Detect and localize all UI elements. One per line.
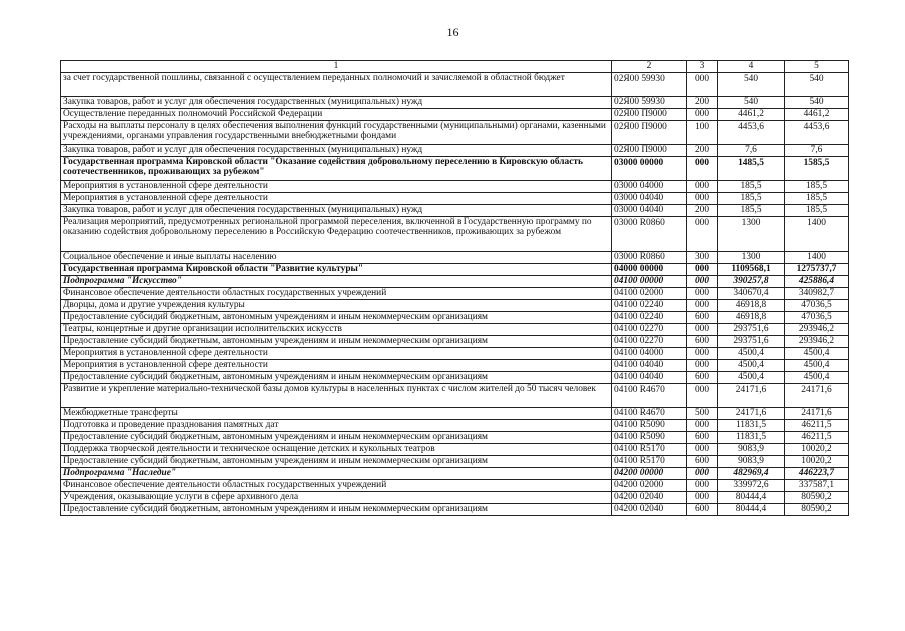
row-expense-type-cell: 000 <box>687 360 718 372</box>
row-value-col5-cell: 47036,5 <box>785 312 849 324</box>
table-row <box>61 205 849 217</box>
table-row <box>61 384 849 408</box>
row-expense-type-cell: 000 <box>687 492 718 504</box>
row-name-cell: Мероприятия в установленной сфере деятельности <box>61 193 612 205</box>
table-row <box>61 312 849 324</box>
row-code-cell: 04200 00000 <box>612 468 687 480</box>
row-expense-type-cell: 100 <box>687 121 718 145</box>
row-value-col4-cell: 390257,8 <box>718 276 785 288</box>
row-value-col4-cell: 1300 <box>718 252 785 264</box>
table-row <box>61 109 849 121</box>
row-code-cell: 03000 04040 <box>612 205 687 217</box>
row-code-cell: 03000 R0860 <box>612 252 687 264</box>
row-name-cell: Финансовое обеспечение деятельности областных государственных учреждений <box>61 480 612 492</box>
column-header-5: 5 <box>785 61 849 73</box>
table-row <box>61 408 849 420</box>
row-value-col4-cell: 7,6 <box>718 145 785 157</box>
table-row <box>61 324 849 336</box>
row-code-cell: 03000 R0860 <box>612 217 687 252</box>
row-value-col4-cell: 540 <box>718 97 785 109</box>
table-body <box>61 73 849 516</box>
table-row <box>61 217 849 252</box>
row-value-col4-cell: 80444,4 <box>718 504 785 516</box>
row-value-col5-cell: 185,5 <box>785 181 849 193</box>
row-expense-type-cell: 000 <box>687 300 718 312</box>
row-value-col5-cell: 540 <box>785 97 849 109</box>
row-value-col4-cell: 46918,8 <box>718 312 785 324</box>
page-number: 16 <box>446 25 459 39</box>
row-expense-type-cell: 000 <box>687 480 718 492</box>
column-header-4: 4 <box>718 61 785 73</box>
row-value-col4-cell: 1300 <box>718 217 785 252</box>
row-name-cell: Финансовое обеспечение деятельности областных государственных учреждений <box>61 288 612 300</box>
table-row <box>61 121 849 145</box>
row-expense-type-cell: 600 <box>687 432 718 444</box>
row-value-col5-cell: 24171,6 <box>785 408 849 420</box>
row-value-col4-cell: 4453,6 <box>718 121 785 145</box>
row-code-cell: 04100 04040 <box>612 372 687 384</box>
row-value-col4-cell: 185,5 <box>718 193 785 205</box>
row-value-col5-cell: 47036,5 <box>785 300 849 312</box>
row-value-col5-cell: 540 <box>785 73 849 97</box>
row-value-col5-cell: 340982,7 <box>785 288 849 300</box>
row-name-cell: Подготовка и проведение празднования памятных дат <box>61 420 612 432</box>
row-code-cell: 04100 04040 <box>612 360 687 372</box>
row-name-cell: Закупка товаров, работ и услуг для обеспечения государственных (муниципальных) нужд <box>61 97 612 109</box>
table-row <box>61 157 849 181</box>
table-row <box>61 420 849 432</box>
table-row <box>61 288 849 300</box>
row-name-cell: Расходы на выплаты персоналу в целях обеспечения выполнения функций государственными (муниципальными) органами, казенными учреждениями, органами управления государственными внебюджетными фондами <box>61 121 612 145</box>
table-row <box>61 276 849 288</box>
row-value-col5-cell: 1400 <box>785 252 849 264</box>
row-value-col5-cell: 80590,2 <box>785 504 849 516</box>
table-row <box>61 336 849 348</box>
row-code-cell: 02Я00 П9000 <box>612 145 687 157</box>
table-row <box>61 193 849 205</box>
table-row <box>61 468 849 480</box>
column-header-1: 1 <box>61 61 612 73</box>
row-code-cell: 04100 02000 <box>612 288 687 300</box>
row-value-col4-cell: 1485,5 <box>718 157 785 181</box>
row-value-col5-cell: 1275737,7 <box>785 264 849 276</box>
row-name-cell: Предоставление субсидий бюджетным, автономным учреждениям и иным некоммерческим организациям <box>61 312 612 324</box>
row-expense-type-cell: 000 <box>687 157 718 181</box>
row-name-cell: Предоставление субсидий бюджетным, автономным учреждениям и иным некоммерческим организациям <box>61 432 612 444</box>
row-name-cell: Подпрограмма "Искусство" <box>61 276 612 288</box>
row-value-col4-cell: 185,5 <box>718 181 785 193</box>
row-code-cell: 04000 00000 <box>612 264 687 276</box>
row-expense-type-cell: 200 <box>687 97 718 109</box>
row-value-col5-cell: 10020,2 <box>785 444 849 456</box>
row-expense-type-cell: 000 <box>687 420 718 432</box>
table-row <box>61 264 849 276</box>
row-expense-type-cell: 000 <box>687 264 718 276</box>
row-value-col4-cell: 4461,2 <box>718 109 785 121</box>
row-value-col5-cell: 7,6 <box>785 145 849 157</box>
row-value-col4-cell: 4500,4 <box>718 348 785 360</box>
row-name-cell: Межбюджетные трансферты <box>61 408 612 420</box>
row-value-col5-cell: 293946,2 <box>785 336 849 348</box>
row-code-cell: 04100 04000 <box>612 348 687 360</box>
row-name-cell: Мероприятия в установленной сфере деятельности <box>61 360 612 372</box>
row-value-col5-cell: 4500,4 <box>785 372 849 384</box>
table-row <box>61 504 849 516</box>
row-value-col4-cell: 11831,5 <box>718 420 785 432</box>
row-value-col5-cell: 185,5 <box>785 193 849 205</box>
row-code-cell: 04100 R5090 <box>612 420 687 432</box>
row-value-col5-cell: 24171,6 <box>785 384 849 408</box>
row-value-col4-cell: 339972,6 <box>718 480 785 492</box>
row-name-cell: Социальное обеспечение и иные выплаты населению <box>61 252 612 264</box>
row-name-cell: Предоставление субсидий бюджетным, автономным учреждениям и иным некоммерческим организациям <box>61 372 612 384</box>
row-code-cell: 04100 R5170 <box>612 456 687 468</box>
row-value-col4-cell: 24171,6 <box>718 384 785 408</box>
row-expense-type-cell: 000 <box>687 324 718 336</box>
row-code-cell: 04100 R5170 <box>612 444 687 456</box>
row-code-cell: 03000 04000 <box>612 181 687 193</box>
row-code-cell: 02Я00 59930 <box>612 73 687 97</box>
row-code-cell: 02Я00 П9000 <box>612 109 687 121</box>
row-value-col5-cell: 185,5 <box>785 205 849 217</box>
table-row <box>61 372 849 384</box>
row-name-cell: Государственная программа Кировской области "Оказание содействия добровольному переселению в Кировскую область соотечественников, проживающих за рубежом" <box>61 157 612 181</box>
table-row <box>61 348 849 360</box>
row-value-col5-cell: 1400 <box>785 217 849 252</box>
row-expense-type-cell: 000 <box>687 109 718 121</box>
row-name-cell: Предоставление субсидий бюджетным, автономным учреждениям и иным некоммерческим организациям <box>61 504 612 516</box>
row-expense-type-cell: 000 <box>687 73 718 97</box>
row-value-col5-cell: 425886,4 <box>785 276 849 288</box>
row-value-col4-cell: 293751,6 <box>718 336 785 348</box>
row-name-cell: Предоставление субсидий бюджетным, автономным учреждениям и иным некоммерческим организациям <box>61 336 612 348</box>
row-code-cell: 02Я00 П9000 <box>612 121 687 145</box>
row-value-col4-cell: 340670,4 <box>718 288 785 300</box>
row-value-col5-cell: 4461,2 <box>785 109 849 121</box>
row-code-cell: 04100 R5090 <box>612 432 687 444</box>
row-name-cell: за счет государственной пошлины, связанной с осуществлением переданных полномочий и зачисляемой в областной бюджет <box>61 73 612 97</box>
column-header-3: 3 <box>687 61 718 73</box>
row-expense-type-cell: 500 <box>687 408 718 420</box>
table-row <box>61 456 849 468</box>
table-row <box>61 432 849 444</box>
row-value-col4-cell: 9083,9 <box>718 456 785 468</box>
row-name-cell: Дворцы, дома и другие учреждения культуры <box>61 300 612 312</box>
table-row <box>61 444 849 456</box>
row-value-col5-cell: 337587,1 <box>785 480 849 492</box>
row-code-cell: 04200 02040 <box>612 504 687 516</box>
row-code-cell: 04100 02270 <box>612 324 687 336</box>
table-row <box>61 252 849 264</box>
row-value-col4-cell: 24171,6 <box>718 408 785 420</box>
table-row <box>61 492 849 504</box>
row-name-cell: Закупка товаров, работ и услуг для обеспечения государственных (муниципальных) нужд <box>61 145 612 157</box>
row-name-cell: Осуществление переданных полномочий Российской Федерации <box>61 109 612 121</box>
row-value-col5-cell: 4453,6 <box>785 121 849 145</box>
row-expense-type-cell: 000 <box>687 468 718 480</box>
row-expense-type-cell: 000 <box>687 288 718 300</box>
table-header-row <box>61 61 849 73</box>
table-row <box>61 181 849 193</box>
row-value-col5-cell: 1585,5 <box>785 157 849 181</box>
row-expense-type-cell: 600 <box>687 312 718 324</box>
row-expense-type-cell: 000 <box>687 181 718 193</box>
row-value-col5-cell: 293946,2 <box>785 324 849 336</box>
row-expense-type-cell: 000 <box>687 348 718 360</box>
row-value-col4-cell: 80444,4 <box>718 492 785 504</box>
row-expense-type-cell: 000 <box>687 217 718 252</box>
row-name-cell: Реализация мероприятий, предусмотренных региональной программой переселения, включенной в Государственную программу по оказанию содействия добровольному переселению в Российскую Федерацию соотечественников, проживающих за рубежом <box>61 217 612 252</box>
table-row <box>61 97 849 109</box>
row-code-cell: 04100 R4670 <box>612 384 687 408</box>
column-header-2: 2 <box>612 61 687 73</box>
row-name-cell: Мероприятия в установленной сфере деятельности <box>61 181 612 193</box>
row-expense-type-cell: 000 <box>687 193 718 205</box>
row-code-cell: 04100 02270 <box>612 336 687 348</box>
row-value-col5-cell: 10020,2 <box>785 456 849 468</box>
table-row <box>61 360 849 372</box>
table-row <box>61 73 849 97</box>
row-code-cell: 04100 R4670 <box>612 408 687 420</box>
budget-table <box>60 60 849 516</box>
row-name-cell: Предоставление субсидий бюджетным, автономным учреждениям и иным некоммерческим организациям <box>61 456 612 468</box>
row-value-col4-cell: 482969,4 <box>718 468 785 480</box>
row-name-cell: Театры, концертные и другие организации исполнительских искусств <box>61 324 612 336</box>
row-code-cell: 04200 02040 <box>612 492 687 504</box>
row-value-col4-cell: 185,5 <box>718 205 785 217</box>
row-code-cell: 02Я00 59930 <box>612 97 687 109</box>
row-value-col4-cell: 11831,5 <box>718 432 785 444</box>
row-code-cell: 04200 02000 <box>612 480 687 492</box>
row-value-col4-cell: 46918,8 <box>718 300 785 312</box>
row-name-cell: Закупка товаров, работ и услуг для обеспечения государственных (муниципальных) нужд <box>61 205 612 217</box>
row-code-cell: 03000 00000 <box>612 157 687 181</box>
row-value-col4-cell: 4500,4 <box>718 360 785 372</box>
row-expense-type-cell: 000 <box>687 444 718 456</box>
row-name-cell: Подпрограмма "Наследие" <box>61 468 612 480</box>
row-value-col4-cell: 1109568,1 <box>718 264 785 276</box>
table-row <box>61 300 849 312</box>
row-value-col4-cell: 540 <box>718 73 785 97</box>
row-expense-type-cell: 000 <box>687 276 718 288</box>
row-value-col4-cell: 293751,6 <box>718 324 785 336</box>
row-value-col5-cell: 4500,4 <box>785 348 849 360</box>
row-value-col5-cell: 446223,7 <box>785 468 849 480</box>
row-expense-type-cell: 600 <box>687 456 718 468</box>
table-row <box>61 145 849 157</box>
row-expense-type-cell: 000 <box>687 384 718 408</box>
row-code-cell: 03000 04040 <box>612 193 687 205</box>
row-expense-type-cell: 200 <box>687 145 718 157</box>
row-name-cell: Учреждения, оказывающие услуги в сфере архивного дела <box>61 492 612 504</box>
row-name-cell: Мероприятия в установленной сфере деятельности <box>61 348 612 360</box>
row-name-cell: Поддержка творческой деятельности и техническое оснащение детских и кукольных театров <box>61 444 612 456</box>
row-value-col4-cell: 9083,9 <box>718 444 785 456</box>
row-code-cell: 04100 00000 <box>612 276 687 288</box>
row-code-cell: 04100 02240 <box>612 312 687 324</box>
row-value-col5-cell: 46211,5 <box>785 432 849 444</box>
table-row <box>61 480 849 492</box>
row-code-cell: 04100 02240 <box>612 300 687 312</box>
row-value-col5-cell: 4500,4 <box>785 360 849 372</box>
row-value-col5-cell: 46211,5 <box>785 420 849 432</box>
row-expense-type-cell: 600 <box>687 504 718 516</box>
row-expense-type-cell: 300 <box>687 252 718 264</box>
row-value-col4-cell: 4500,4 <box>718 372 785 384</box>
row-value-col5-cell: 80590,2 <box>785 492 849 504</box>
row-name-cell: Развитие и укрепление материально-технической базы домов культуры в населенных пунктах с числом жителей до 50 тысяч человек <box>61 384 612 408</box>
row-name-cell: Государственная программа Кировской области "Развитие культуры" <box>61 264 612 276</box>
row-expense-type-cell: 200 <box>687 205 718 217</box>
row-expense-type-cell: 600 <box>687 372 718 384</box>
row-expense-type-cell: 600 <box>687 336 718 348</box>
